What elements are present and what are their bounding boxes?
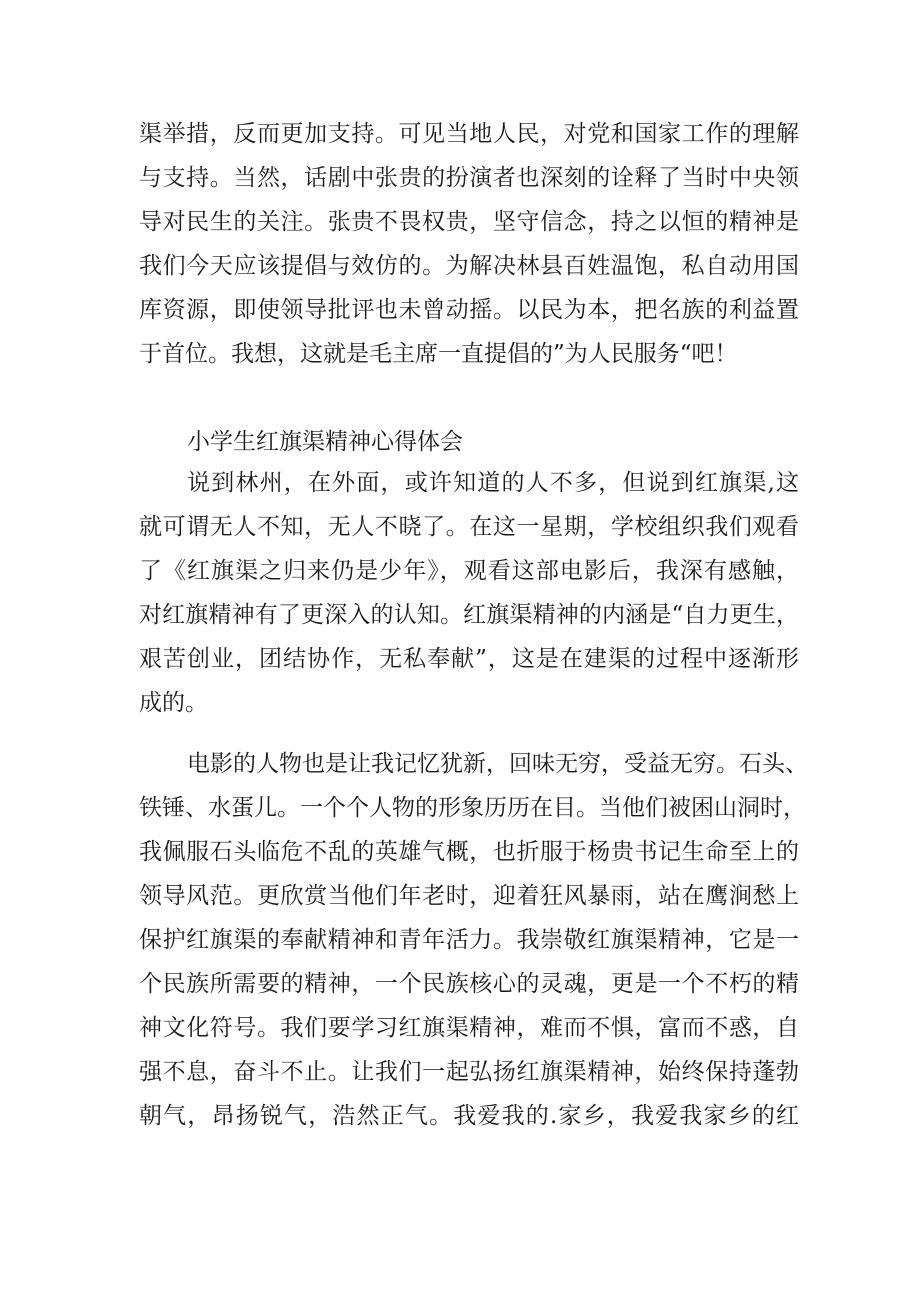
paragraph-2 — [139, 461, 799, 725]
text-line: 艰苦创业，团结协作，无私奉献”，这是在建渠的过程中逐渐形 — [139, 646, 799, 672]
section-title: 小学生红旗渠精神心得体会 — [187, 429, 463, 455]
text-line: 我们今天应该提倡与效仿的。为解决林县百姓温饱，私自动用国 — [139, 253, 799, 279]
text-line: 强不息，奋斗不止。让我们一起弘扬红旗渠精神，始终保持蓬勃 — [139, 1059, 799, 1085]
text-line: 成的。 — [139, 690, 208, 716]
text-line: 领导风范。更欣赏当他们年老时，迎着狂风暴雨，站在鹰涧愁上 — [139, 883, 799, 909]
text-line: 了《红旗渠之归来仍是少年》，观看这部电影后，我深有感触， — [139, 558, 799, 584]
text-line: 渠举措，反而更加支持。可见当地人民，对党和国家工作的理解 — [139, 121, 799, 147]
text-line: 朝气，昂扬锐气，浩然正气。我爱我的.家乡，我爱我家乡的红 — [139, 1103, 799, 1129]
text-line: 就可谓无人不知，无人不晓了。在这一星期，学校组织我们观看 — [139, 514, 799, 540]
text-line: 保护红旗渠的奉献精神和青年活力。我崇敬红旗渠精神，它是一 — [139, 927, 799, 953]
text-line: 库资源，即使领导批评也未曾动摇。以民为本，把名族的利益置 — [139, 297, 799, 323]
text-line: 铁锤、水蛋儿。一个个人物的形象历历在目。当他们被困山洞时， — [139, 795, 806, 821]
paragraph-3 — [139, 742, 808, 1138]
text-line: 说到林州，在外面，或许知道的人不多，但说到红旗渠,这 — [187, 470, 799, 496]
text-line: 对红旗精神有了更深入的认知。红旗渠精神的内涵是“自力更生， — [139, 602, 799, 628]
text-line: 于首位。我想，这就是毛主席一直提倡的”为人民服务“吧！ — [139, 341, 738, 367]
text-line: 个民族所需要的精神，一个民族核心的灵魂，更是一个不朽的精 — [139, 971, 799, 997]
text-line: 我佩服石头临危不乱的英雄气概，也折服于杨贵书记生命至上的 — [139, 839, 799, 865]
text-line: 与支持。当然，话剧中张贵的扮演者也深刻的诠释了当时中央领 — [139, 165, 799, 191]
paragraph-1 — [139, 112, 799, 376]
section-title-block — [139, 420, 799, 464]
text-line: 导对民生的关注。张贵不畏权贵，坚守信念，持之以恒的精神是 — [139, 209, 799, 235]
text-line: 电影的人物也是让我记忆犹新，回味无穷，受益无穷。石头、 — [187, 751, 808, 777]
text-line: 神文化符号。我们要学习红旗渠精神，难而不惧，富而不惑，自 — [139, 1015, 799, 1041]
